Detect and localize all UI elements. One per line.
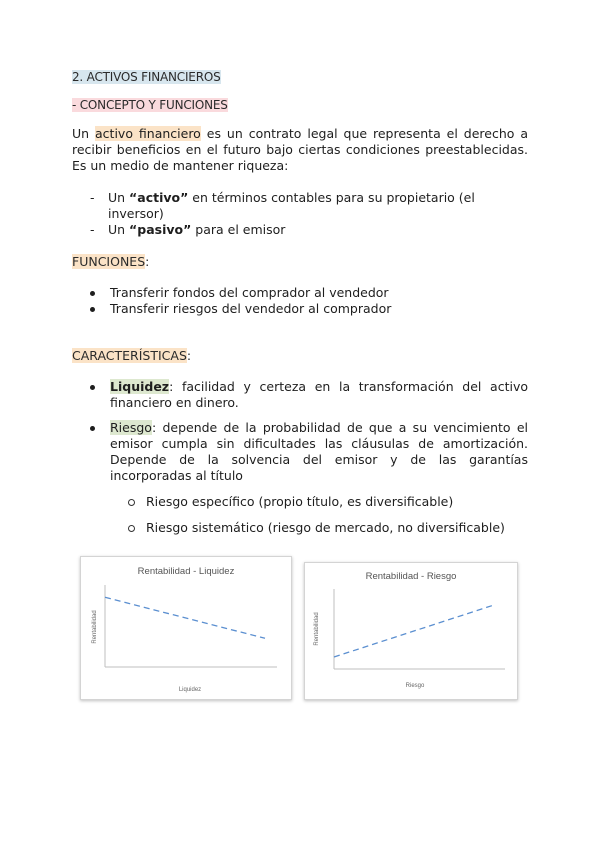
item-term: Riesgo bbox=[110, 420, 152, 435]
bullet-dot bbox=[90, 307, 95, 312]
item-text: en términos contables para su propietario (el inversor) bbox=[108, 190, 475, 221]
item-text: Transferir riesgos del vendedor al comprador bbox=[110, 301, 392, 316]
chart-rentabilidad-riesgo bbox=[304, 562, 518, 700]
funciones-heading bbox=[72, 254, 149, 269]
funciones-colon: : bbox=[145, 254, 150, 269]
bullet-ring bbox=[128, 499, 135, 506]
chart-title: Rentabilidad - Liquidez bbox=[137, 566, 235, 577]
intro-prefix: Un bbox=[72, 126, 96, 141]
x-axis-label: Riesgo bbox=[405, 683, 425, 689]
list-item bbox=[90, 222, 530, 238]
chart-svg bbox=[305, 563, 517, 699]
caracteristicas-title: CARACTERÍSTICAS bbox=[72, 348, 187, 363]
item-text: : facilidad y certeza en la transformación del activo financiero en dinero. bbox=[110, 379, 528, 410]
caracteristicas-colon: : bbox=[186, 348, 192, 363]
riesgo-sublist bbox=[126, 494, 526, 546]
subsection-heading-text: - CONCEPTO Y FUNCIONES bbox=[72, 98, 228, 112]
item-bold: “pasivo” bbox=[129, 222, 192, 237]
list-item bbox=[90, 285, 528, 301]
item-text: para el emisor bbox=[191, 222, 286, 237]
item-text: Riesgo específico (propio título, es diversificable) bbox=[146, 494, 454, 509]
chart-rentabilidad-liquidez bbox=[80, 556, 292, 700]
bullet-ring bbox=[128, 525, 135, 532]
intro-rest: es un contrato legal que representa el derecho a recibir beneficios en el futuro bajo ciertas condiciones preestablecidas. Es un medio de mantener riqueza: bbox=[72, 126, 528, 173]
series-line bbox=[105, 597, 265, 638]
funciones-list bbox=[90, 285, 528, 317]
item-text: Un bbox=[108, 222, 130, 237]
intro-paragraph bbox=[72, 126, 528, 174]
chart-title: Rentabilidad - Riesgo bbox=[365, 571, 457, 582]
chart-svg bbox=[81, 557, 291, 699]
y-axis-label: Rentabilidad bbox=[92, 610, 98, 644]
list-item bbox=[90, 301, 528, 317]
list-item bbox=[90, 190, 530, 222]
list-item bbox=[126, 520, 526, 536]
list-item bbox=[90, 379, 528, 411]
section-heading-text: 2. ACTIVOS FINANCIEROS bbox=[72, 70, 221, 84]
intro-term: activo financiero bbox=[95, 126, 201, 141]
dash-mark: - bbox=[90, 222, 95, 237]
item-text: Un bbox=[108, 190, 130, 205]
dash-list bbox=[90, 190, 530, 238]
dash-mark: - bbox=[90, 190, 95, 205]
caracteristicas-list bbox=[90, 379, 528, 493]
bullet-dot bbox=[90, 426, 95, 431]
item-text: Riesgo sistemático (riesgo de mercado, no diversificable) bbox=[146, 520, 505, 535]
bullet-dot bbox=[90, 385, 95, 390]
x-axis-label: Liquidez bbox=[178, 687, 202, 693]
item-text: Transferir fondos del comprador al vendedor bbox=[110, 285, 389, 300]
funciones-title: FUNCIONES bbox=[72, 254, 146, 269]
item-bold: “activo” bbox=[129, 190, 189, 205]
series-line bbox=[334, 605, 494, 657]
bullet-dot bbox=[90, 291, 95, 296]
item-text: : depende de la probabilidad de que a su vencimiento el emisor cumpla sin dificultades las cláusulas de amortización. Depende de la solvencia del emisor y de las garantías incorporadas al título bbox=[110, 420, 528, 483]
list-item bbox=[126, 494, 526, 510]
caracteristicas-heading bbox=[72, 348, 191, 363]
y-axis-label: Rentabilidad bbox=[314, 612, 320, 646]
item-term: Liquidez bbox=[110, 379, 170, 394]
subsection-heading bbox=[72, 98, 228, 112]
section-heading bbox=[72, 70, 221, 84]
list-item bbox=[90, 420, 528, 484]
